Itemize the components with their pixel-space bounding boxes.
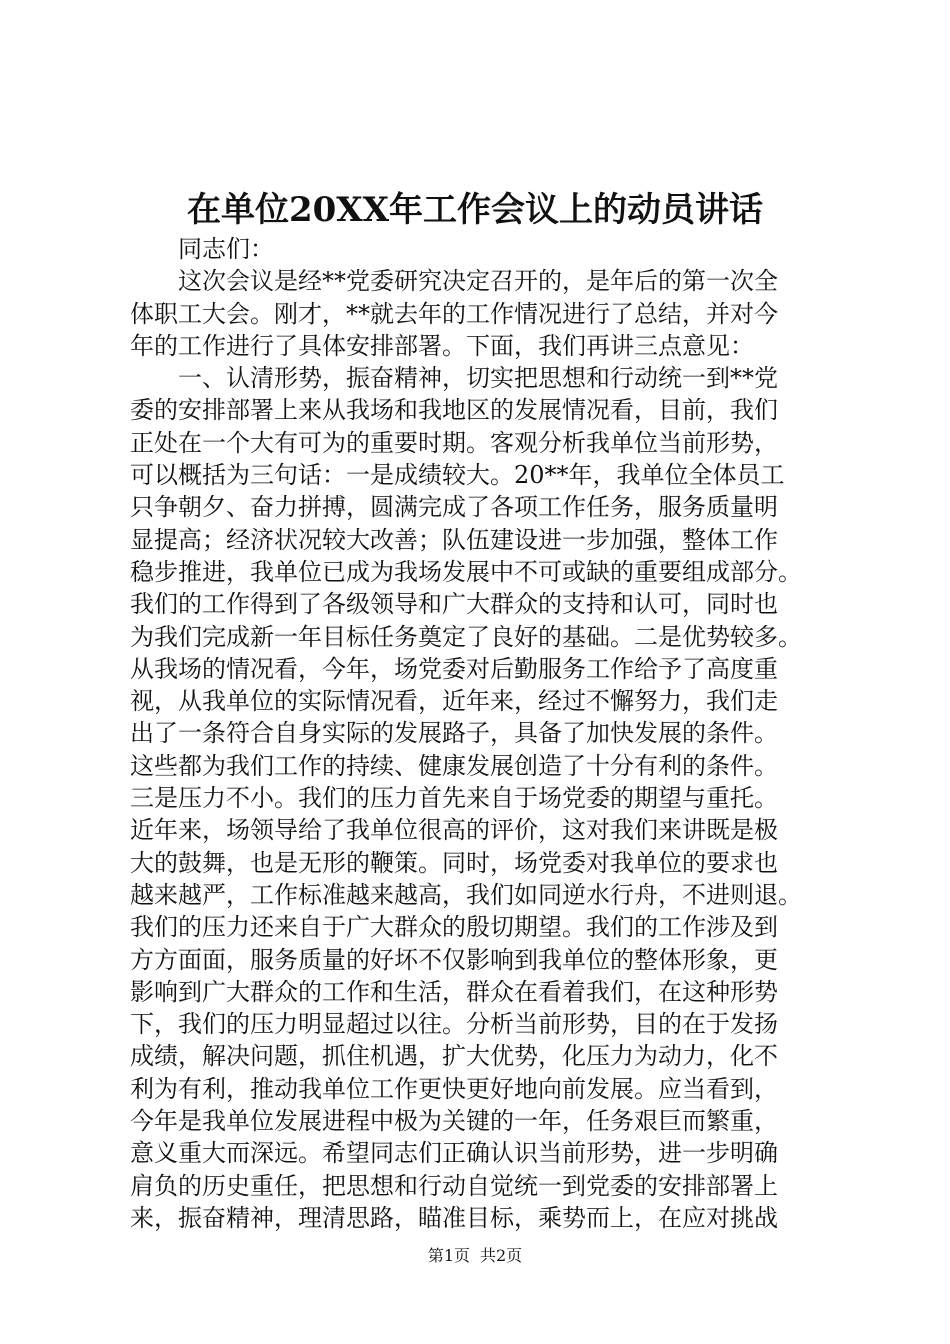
body-line: 我们的工作得到了各级领导和广大群众的支持和认可，同时也 — [130, 590, 778, 619]
body-line: 意义重大而深远。希望同志们正确认识当前形势，进一步明确 — [130, 1139, 778, 1168]
body-line: 正处在一个大有可为的重要时期。客观分析我单位当前形势， — [130, 428, 778, 457]
body-line: 成绩，解决问题，抓住机遇，扩大优势，化压力为动力，化不 — [130, 1042, 778, 1071]
body-line: 只争朝夕、奋力拼搏，圆满完成了各项工作任务，服务质量明 — [130, 493, 778, 522]
salutation: 同志们： — [178, 235, 274, 263]
body-line: 可以概括为三句话：一是成绩较大。20**年，我单位全体员工 — [130, 461, 785, 490]
body-line: 委的安排部署上来从我场和我地区的发展情况看，目前，我们 — [130, 396, 778, 425]
body-line: 肩负的历史重任，把思想和行动自觉统一到党委的安排部署上 — [130, 1171, 778, 1200]
body-line: 三是压力不小。我们的压力首先来自于场党委的期望与重托。 — [130, 784, 778, 813]
body-line: 体职工大会。刚才，**就去年的工作情况进行了总结，并对今 — [130, 299, 778, 328]
body-line: 下，我们的压力明显超过以往。分析当前形势，目的在于发扬 — [130, 1010, 778, 1039]
body-line: 大的鼓舞，也是无形的鞭策。同时，场党委对我单位的要求也 — [130, 848, 778, 877]
body-line: 从我场的情况看，今年，场党委对后勤服务工作给予了高度重 — [130, 654, 778, 683]
body-line: 稳步推进，我单位已成为我场发展中不可或缺的重要组成部分。 — [130, 557, 802, 586]
body-line: 年的工作进行了具体安排部署。下面，我们再讲三点意见： — [130, 331, 754, 360]
body-line: 视，从我单位的实际情况看，近年来，经过不懈努力，我们走 — [130, 687, 778, 716]
body-line: 方方面面，服务质量的好坏不仅影响到我单位的整体形象，更 — [130, 945, 778, 974]
body-line: 出了一条符合自身实际的发展路子，具备了加快发展的条件。 — [130, 719, 778, 748]
body-line: 越来越严，工作标准越来越高，我们如同逆水行舟，不进则退。 — [130, 880, 802, 909]
body-line: 近年来，场领导给了我单位很高的评价，这对我们来讲既是极 — [130, 816, 778, 845]
document-title: 在单位20XX年工作会议上的动员讲话 — [186, 190, 764, 230]
section-heading-line: 一、认清形势，振奋精神，切实把思想和行动统一到**党 — [178, 364, 778, 393]
body-line: 显提高；经济状况较大改善；队伍建设进一步加强，整体工作 — [130, 525, 778, 554]
page-number: 第1页 — [427, 1246, 470, 1265]
body-line: 我们的压力还来自于广大群众的殷切期望。我们的工作涉及到 — [130, 913, 778, 942]
page-footer — [0, 1244, 950, 1268]
body-line: 这次会议是经**党委研究决定召开的，是年后的第一次全 — [178, 267, 778, 296]
body-line: 为我们完成新一年目标任务奠定了良好的基础。二是优势较多。 — [130, 622, 802, 651]
body-line: 利为有利，推动我单位工作更快更好地向前发展。应当看到， — [130, 1074, 778, 1103]
body-line: 来，振奋精神，理清思路，瞄准目标，乘势而上，在应对挑战 — [130, 1203, 778, 1232]
document-body — [130, 233, 830, 1234]
page-total: 共2页 — [480, 1246, 523, 1265]
body-line: 这些都为我们工作的持续、健康发展创造了十分有利的条件。 — [130, 751, 778, 780]
body-line: 影响到广大群众的工作和生活，群众在看着我们，在这种形势 — [130, 977, 778, 1006]
body-line: 今年是我单位发展进程中极为关键的一年，任务艰巨而繁重， — [130, 1107, 778, 1136]
